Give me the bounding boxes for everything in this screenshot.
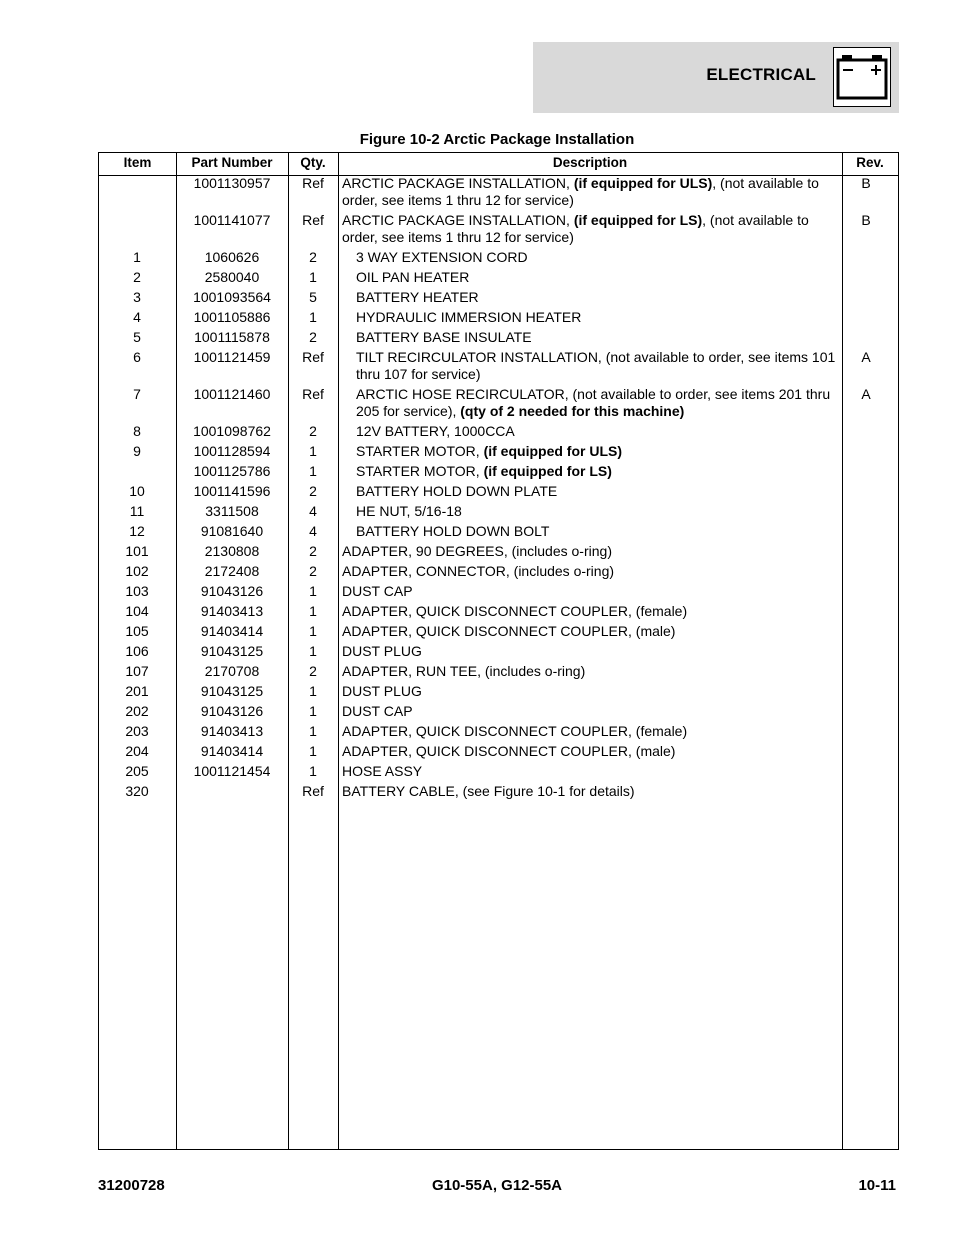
- description-text: 12V BATTERY, 1000CCA: [356, 423, 515, 439]
- description-text: HYDRAULIC IMMERSION HEATER: [356, 309, 582, 325]
- part-number: 1001115878: [194, 329, 270, 345]
- description-text: 3 WAY EXTENSION CORD: [356, 249, 528, 265]
- quantity: 1: [309, 703, 317, 719]
- table-row: [0, 543, 954, 560]
- part-number: 2130808: [204, 543, 260, 559]
- revision: [838, 563, 894, 580]
- table-row: [0, 583, 954, 600]
- revision: [838, 269, 894, 286]
- description: [338, 543, 838, 560]
- revision: [838, 703, 894, 720]
- description: [338, 663, 838, 680]
- quantity: Ref: [302, 212, 324, 228]
- column-header-rev: Rev.: [856, 155, 884, 170]
- part-number: 91403413: [200, 723, 264, 739]
- description-emphasis: (if equipped for LS): [573, 212, 703, 228]
- part-number: 1001105886: [193, 309, 271, 325]
- description-emphasis: (if equipped for ULS): [573, 175, 713, 191]
- item-number: 7: [133, 386, 141, 402]
- item-number: 205: [125, 763, 149, 779]
- table-row: [0, 523, 954, 540]
- part-number: 91043126: [200, 703, 264, 719]
- quantity: 1: [309, 743, 317, 759]
- revision: B: [861, 212, 871, 228]
- table-row: [0, 603, 954, 620]
- description: [338, 703, 838, 720]
- quantity: Ref: [302, 349, 324, 365]
- quantity: 1: [309, 443, 317, 459]
- table-row: [0, 386, 954, 420]
- quantity: 2: [309, 483, 317, 499]
- part-number: 1060626: [204, 249, 260, 265]
- part-number: 1001121460: [193, 386, 271, 402]
- description: [338, 483, 838, 500]
- quantity: Ref: [302, 175, 324, 191]
- description: [338, 763, 838, 780]
- revision: [838, 663, 894, 680]
- item-number: 102: [125, 563, 149, 579]
- description: [338, 349, 838, 383]
- item-number: 10: [129, 483, 145, 499]
- item-number: 1: [133, 249, 141, 265]
- column-header-part-number: Part Number: [191, 155, 273, 170]
- part-number: 1001093564: [193, 289, 271, 305]
- quantity: 1: [309, 269, 317, 285]
- table-row: [0, 683, 954, 700]
- page-number: 10-11: [858, 1177, 896, 1194]
- description: [338, 175, 838, 209]
- table-row: [0, 309, 954, 326]
- table-row: [0, 703, 954, 720]
- item-number: 4: [133, 309, 141, 325]
- quantity: 5: [309, 289, 317, 305]
- description-text: DUST CAP: [342, 583, 413, 599]
- description-text: BATTERY HEATER: [356, 289, 479, 305]
- table-row: [0, 349, 954, 383]
- part-number: 1001130957: [193, 175, 271, 191]
- quantity: 2: [309, 543, 317, 559]
- item-number: 103: [125, 583, 149, 599]
- description-text: ARCTIC HOSE RECIRCULATOR, (not available to order, see items 201 thru 205 for service),: [356, 386, 831, 419]
- document-number: 31200728: [98, 1177, 165, 1194]
- description-text: ADAPTER, CONNECTOR, (includes o-ring): [342, 563, 615, 579]
- description-text: OIL PAN HEATER: [356, 269, 470, 285]
- quantity: 1: [309, 763, 317, 779]
- item-number: 3: [133, 289, 141, 305]
- description-text: STARTER MOTOR,: [356, 443, 484, 459]
- description: [338, 783, 838, 800]
- item-number: 105: [125, 623, 149, 639]
- revision: [838, 723, 894, 740]
- description-text: ARCTIC PACKAGE INSTALLATION,: [342, 175, 574, 191]
- revision: [838, 643, 894, 660]
- description-text: BATTERY HOLD DOWN PLATE: [356, 483, 558, 499]
- description-text-suffix: , (not available to order, see items 1 thru 12 for service): [342, 175, 819, 208]
- quantity: 1: [309, 463, 317, 479]
- description: [338, 743, 838, 760]
- revision: [838, 503, 894, 520]
- part-number: 91403414: [200, 623, 264, 639]
- description-text: DUST CAP: [342, 703, 413, 719]
- table-row: [0, 723, 954, 740]
- quantity: 4: [309, 523, 317, 539]
- part-number: 91043125: [200, 683, 264, 699]
- description-text: ARCTIC PACKAGE INSTALLATION,: [342, 212, 574, 228]
- item-number: [98, 463, 176, 480]
- part-number: 91403413: [200, 603, 264, 619]
- table-body: [0, 175, 954, 803]
- part-number: 1001125786: [193, 463, 271, 479]
- description: [338, 683, 838, 700]
- part-number: 2580040: [204, 269, 260, 285]
- revision: [838, 743, 894, 760]
- revision: [838, 443, 894, 460]
- quantity: 1: [309, 309, 317, 325]
- description: [338, 603, 838, 620]
- part-number: 2172408: [204, 563, 260, 579]
- description-text: STARTER MOTOR,: [356, 463, 484, 479]
- revision: [838, 249, 894, 266]
- description: [338, 289, 838, 306]
- column-header-description: Description: [552, 155, 628, 170]
- part-number: 91043125: [200, 643, 264, 659]
- description: [338, 269, 838, 286]
- revision: [838, 683, 894, 700]
- description-text: DUST PLUG: [342, 683, 422, 699]
- table-row: [0, 663, 954, 680]
- description: [338, 523, 838, 540]
- item-number: 204: [125, 743, 149, 759]
- revision: [838, 583, 894, 600]
- revision: [838, 329, 894, 346]
- quantity: 1: [309, 643, 317, 659]
- revision: [838, 523, 894, 540]
- description: [338, 309, 838, 326]
- revision: [838, 423, 894, 440]
- quantity: 2: [309, 329, 317, 345]
- part-number: 1001121459: [193, 349, 271, 365]
- description-text: HOSE ASSY: [342, 763, 423, 779]
- item-number: 203: [125, 723, 149, 739]
- part-number: 1001128594: [193, 443, 271, 459]
- part-number: 91043126: [200, 583, 264, 599]
- description-text: ADAPTER, RUN TEE, (includes o-ring): [342, 663, 586, 679]
- item-number: [98, 212, 176, 246]
- item-number: 201: [125, 683, 149, 699]
- description: [338, 563, 838, 580]
- item-number: 202: [125, 703, 149, 719]
- table-row: [0, 423, 954, 440]
- description-text: ADAPTER, QUICK DISCONNECT COUPLER, (female): [342, 723, 688, 739]
- revision: [838, 309, 894, 326]
- table-row: [0, 443, 954, 460]
- part-number: 1001141596: [193, 483, 271, 499]
- quantity: 2: [309, 663, 317, 679]
- revision: B: [861, 175, 871, 191]
- battery-icon: [833, 47, 891, 107]
- description-emphasis: (if equipped for ULS): [483, 443, 623, 459]
- part-number: 91081640: [200, 523, 264, 539]
- table-row: [0, 249, 954, 266]
- item-number: 101: [125, 543, 149, 559]
- description: [338, 643, 838, 660]
- description-emphasis: (qty of 2 needed for this machine): [460, 403, 685, 419]
- table-row: [0, 269, 954, 286]
- model-numbers: G10-55A, G12-55A: [431, 1177, 563, 1194]
- description-text: HE NUT, 5/16-18: [356, 503, 462, 519]
- quantity: 2: [309, 249, 317, 265]
- quantity: 1: [309, 583, 317, 599]
- item-number: 106: [125, 643, 149, 659]
- section-title: ELECTRICAL: [706, 65, 816, 84]
- table-row: [0, 643, 954, 660]
- item-number: 9: [133, 443, 141, 459]
- table-row: [0, 175, 954, 209]
- part-number: 3311508: [205, 503, 259, 519]
- figure-title: Figure 10-2 Arctic Package Installation: [359, 131, 635, 148]
- column-header-qty: Qty.: [300, 155, 326, 170]
- description: [338, 329, 838, 346]
- quantity: 2: [309, 423, 317, 439]
- description: [338, 723, 838, 740]
- table-row: [0, 743, 954, 760]
- revision: [838, 763, 894, 780]
- item-number: 5: [133, 329, 141, 345]
- quantity: 2: [309, 563, 317, 579]
- description: [338, 623, 838, 640]
- table-row: [0, 329, 954, 346]
- revision: [838, 543, 894, 560]
- description: [338, 443, 838, 460]
- part-number: 91403414: [200, 743, 264, 759]
- description: [338, 212, 838, 246]
- item-number: 12: [129, 523, 145, 539]
- part-number: [176, 783, 288, 800]
- table-row: [0, 783, 954, 800]
- table-row: [0, 212, 954, 246]
- revision: [838, 289, 894, 306]
- item-number: 320: [125, 783, 149, 799]
- description-text: ADAPTER, 90 DEGREES, (includes o-ring): [342, 543, 612, 559]
- quantity: Ref: [302, 783, 324, 799]
- table-row: [0, 483, 954, 500]
- quantity: 1: [309, 623, 317, 639]
- item-number: 6: [133, 349, 141, 365]
- part-number: 1001098762: [193, 423, 271, 439]
- table-row: [0, 463, 954, 480]
- description-text: DUST PLUG: [342, 643, 422, 659]
- table-row: [0, 563, 954, 580]
- part-number: 1001121454: [193, 763, 271, 779]
- part-number: 2170708: [204, 663, 260, 679]
- item-number: 107: [125, 663, 149, 679]
- column-header-item: Item: [123, 155, 152, 170]
- revision: A: [861, 349, 871, 365]
- revision: [838, 603, 894, 620]
- revision: [838, 463, 894, 480]
- description-text: ADAPTER, QUICK DISCONNECT COUPLER, (female): [342, 603, 688, 619]
- description-emphasis: (if equipped for LS): [483, 463, 612, 479]
- description: [338, 463, 838, 480]
- description-text: BATTERY HOLD DOWN BOLT: [356, 523, 550, 539]
- item-number: 2: [133, 269, 141, 285]
- table-row: [0, 763, 954, 780]
- description-text: TILT RECIRCULATOR INSTALLATION, (not available to order, see items 101 thru 107 for service): [356, 349, 836, 382]
- item-number: 8: [133, 423, 141, 439]
- description: [338, 503, 838, 520]
- description-text-suffix: , (not available to order, see items 1 thru 12 for service): [342, 212, 809, 245]
- description: [338, 583, 838, 600]
- revision: [838, 483, 894, 500]
- quantity: Ref: [302, 386, 324, 402]
- description: [338, 249, 838, 266]
- item-number: [98, 175, 176, 209]
- table-row: [0, 623, 954, 640]
- description: [338, 386, 838, 420]
- table-row: [0, 503, 954, 520]
- revision: [838, 623, 894, 640]
- description: [338, 423, 838, 440]
- quantity: 1: [309, 603, 317, 619]
- revision: [838, 783, 894, 800]
- item-number: 11: [129, 503, 145, 519]
- description-text: ADAPTER, QUICK DISCONNECT COUPLER, (male): [342, 623, 676, 639]
- part-number: 1001141077: [193, 212, 271, 228]
- item-number: 104: [125, 603, 149, 619]
- quantity: 1: [309, 683, 317, 699]
- table-row: [0, 289, 954, 306]
- description-text: BATTERY CABLE, (see Figure 10-1 for details): [342, 783, 635, 799]
- description-text: BATTERY BASE INSULATE: [356, 329, 532, 345]
- quantity: 1: [309, 723, 317, 739]
- description-text: ADAPTER, QUICK DISCONNECT COUPLER, (male): [342, 743, 676, 759]
- quantity: 4: [309, 503, 317, 519]
- revision: A: [861, 386, 871, 402]
